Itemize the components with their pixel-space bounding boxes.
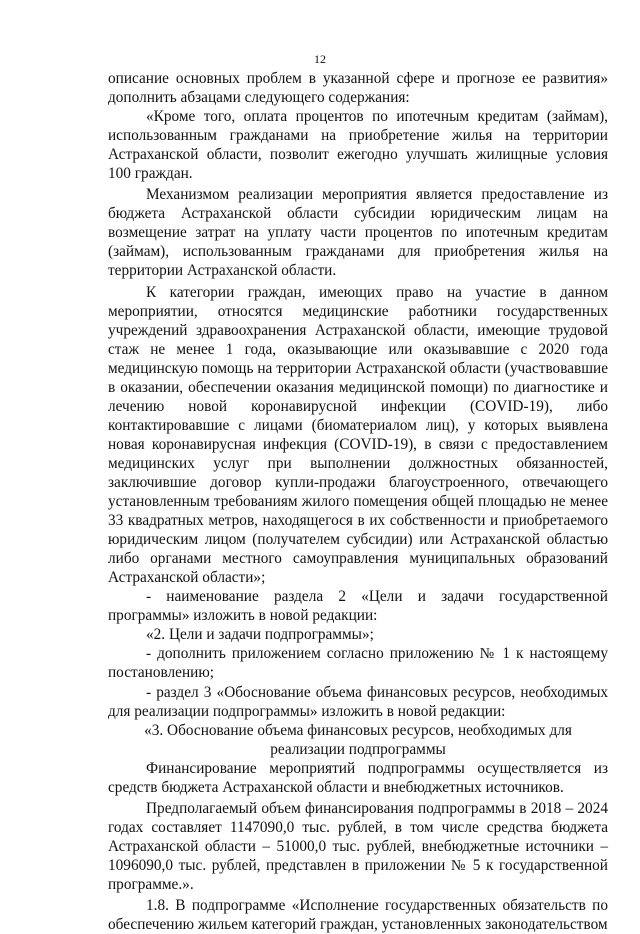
page-number: 12 [314,52,326,66]
paragraph: - наименование раздела 2 «Цели и задачи государственной программы» изложить в новой редакции: [108,588,608,625]
paragraph: - дополнить приложением согласно приложению № 1 к настоящему постановлению; [108,645,608,682]
paragraph: Предполагаемый объем финансирования подпрограммы в 2018 – 2024 годах составляет 1147090,0 тыс. рублей, в том числе средства бюджета Астраханской области – 51000,0 тыс. рублей, внебюджетные источники – 1096090,0 тыс. рублей, представлен в приложении № 5 к государственной программе.». [108,799,608,893]
paragraph: Механизмом реализации мероприятия является предоставление из бюджета Астраханской области субсидии юридическим лицам на возмещение затрат на уплату части процентов по ипотечным кредитам (займам), использованным гражданами для приобретения жилья на территории Астраханской области. [108,186,608,280]
paragraph: 1.8. В подпрограмме «Исполнение государственных обязательств по обеспечению жильем категорий граждан, установленных законодательством [108,897,608,934]
document-body [108,69,608,934]
section-heading: «3. Обоснование объема финансовых ресурсов, необходимых для реализации подпрограммы [144,721,572,758]
paragraph: - раздел 3 «Обоснование объема финансовых ресурсов, необходимых для реализации подпрограммы» изложить в новой редакции: [108,683,608,720]
paragraph: Финансирование мероприятий подпрограммы осуществляется из средств бюджета Астраханской области и внебюджетных источников. [108,759,608,796]
paragraph: описание основных проблем в указанной сфере и прогнозе ее развития» дополнить абзацами следующего содержания: [108,70,608,107]
paragraph: «2. Цели и задачи подпрограммы»; [146,626,374,644]
paragraph: «Кроме того, оплата процентов по ипотечным кредитам (займам), использованным гражданами на приобретение жилья на территории Астраханской области, позволит ежегодно улучшать жилищные условия 100 граждан. [108,108,608,183]
paragraph: К категории граждан, имеющих право на участие в данном мероприятии, относятся медицинские работники государственных учреждений здравоохранения Астраханской области, имеющие трудовой стаж не менее 1 года, оказывающие или оказывавшие с 2020 года медицинскую помощь на территории Астраханской области (участвовавшие в оказании, обеспечении оказания медицинской помощи) по диагностике и лечению новой коронавирусной инфекции (COVID-19), либо контактировавшие с лицами (биоматериалом лиц), у которых выявлена новая коронавирусная инфекция (COVID-19), в связи с предоставлением медицинских услуг при выполнении должностных обязанностей, заключившие договор купли-продажи благоустроенного, отвечающего установленным требованиям жилого помещения общей площадью не менее 33 квадратных метров, находящегося в их собственности и приобретаемого юридическим лицом (получателем субсидии) или Астраханской областью либо органами местного самоуправления муниципальных образований Астраханской области»; [108,283,608,587]
